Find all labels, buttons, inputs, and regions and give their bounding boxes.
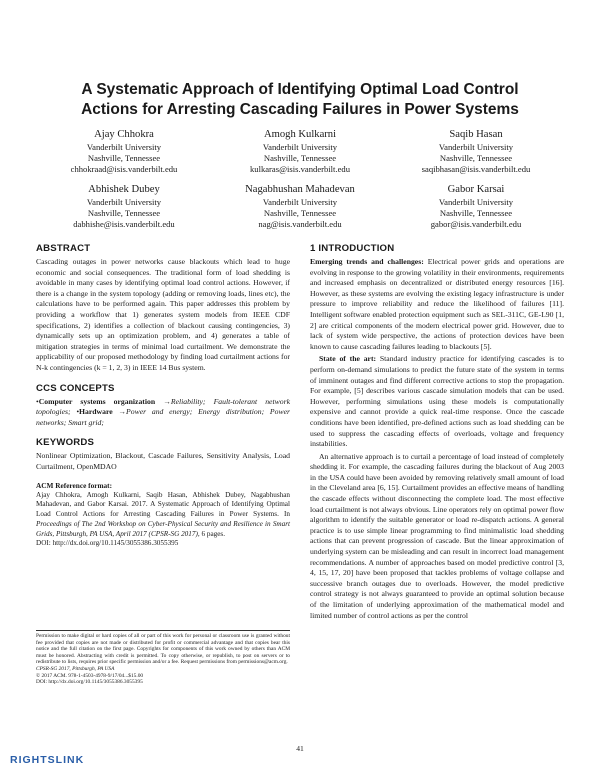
author-location: Nashville, Tennessee xyxy=(87,153,161,164)
paragraph-text: Electrical power grids and operations are evolving in response to the growing volatility in their environments, requirements and increased emphasis on decentralized or distributed energy resources [16]. However, as these systems are evolving the existing legacy infrastructure is under pressure to improve reliability and reduce the likelihood of failures [11]. Intelligent software enabled protection equipment such as SEL-311C, GE-L90 [1, 2] are critical components of the modern electrical power grid. However, due to lack of system wide perspective, the actions of protection devices have been known to cause cascading failures leading to blackouts [5]. xyxy=(310,257,564,351)
author-affiliation: Vanderbilt University xyxy=(438,197,514,207)
ccs-category-computer-systems: Computer systems organization xyxy=(38,396,156,406)
ccs-heading: CCS CONCEPTS xyxy=(36,382,115,394)
author-affiliation: Vanderbilt University xyxy=(262,197,338,207)
author-block xyxy=(36,183,212,231)
abstract-heading: ABSTRACT xyxy=(36,243,91,254)
author-name: Saqib Hasan xyxy=(449,129,503,140)
title-line-1: A Systematic Approach of Identifying Optimal Load Control xyxy=(81,81,519,98)
author-location: Nashville, Tennessee xyxy=(439,153,513,164)
author-block xyxy=(388,128,564,176)
acm-reference-text xyxy=(36,491,290,540)
author-affiliation: Vanderbilt University xyxy=(262,142,338,152)
acm-reference xyxy=(36,481,290,550)
author-name: Nagabhushan Mahadevan xyxy=(245,184,355,195)
author-name: Amogh Kulkarni xyxy=(263,129,337,140)
intro-paragraph-2 xyxy=(310,354,564,449)
author-block xyxy=(212,128,388,176)
author-name: Gabor Karsai xyxy=(447,184,505,195)
author-block xyxy=(36,128,212,176)
keywords-heading: KEYWORDS xyxy=(36,437,95,449)
author-email[interactable]: dabhishe@isis.vanderbilt.edu xyxy=(73,219,175,230)
authors-row-2 xyxy=(36,183,564,231)
author-affiliation: Vanderbilt University xyxy=(438,142,514,152)
page-number: 41 xyxy=(296,744,304,753)
abstract-text: Cascading outages in power networks cause blackouts which lead to huge economic and social consequences. The traditional form of load shedding is avoidable in many cases by identifying optimal load control actions. However, if there is a change in the system topology (adding or removing loads, lines etc), the calculations have to be performed again. This paper addresses this problem by providing a workflow that 1) generates system models from IEEE CDF specifications, 2) identifies a collection of blackout causing contingencies, 3) dynamically sets up an optimization problem, and 4) generates a table of mitigation strategies in terms of minimal load curtailment. We demonstrate the applicability of our proposed methodology by finding load curtailment actions for N-k contingencies (k = 1, 2, 3) in IEEE 14 Bus system. xyxy=(36,257,290,372)
author-email[interactable]: chhokraad@isis.vanderbilt.edu xyxy=(70,164,178,175)
intro-paragraph-1 xyxy=(310,257,564,352)
permission-doi[interactable]: DOI: http://dx.doi.org/10.1145/3055386.3055395 xyxy=(36,679,143,686)
authors-row-1 xyxy=(36,128,564,176)
permission-block xyxy=(36,630,290,686)
rightslink-logo xyxy=(10,754,110,770)
ccs-rest-2: →Power and energy; Energy distribution; Power networks; Smart grid; xyxy=(36,407,290,427)
author-email[interactable]: nag@isis.vanderbilt.edu xyxy=(258,219,342,230)
ccs-text xyxy=(36,397,290,429)
author-email[interactable]: gabor@isis.vanderbilt.edu xyxy=(430,219,522,230)
acm-ref-part: Ajay Chhokra, Amogh Kulkarni, Saqib Hasan, Abhishek Dubey, Nagabhushan Mahadevan, and Gabor Karsai. 2017. A Systematic Approach of Identifying Optimal Load Control Actions for Arresting Cascading Failures in Power Systems. In xyxy=(36,490,290,519)
permission-venue: CPSR-SG 2017, Pittsburgh, PA USA xyxy=(36,665,115,672)
intro-paragraph-3: An alternative approach is to curtail a percentage of load instead of completely shedding it. For example, the cascading failures during the blackout of Aug 2003 in the USA could have been avoided by removing relatively small amount of load in the Cleveland area [6, 15]. Curtailment provides an effective means of handling the cascade effects without disconnecting the complete load. The most effective load curtailment is not always obvious. Line operators rely on optimal power flow algorithm to identify the suitable generator or load re-dispatch actions. A general practice is to use simple linear programming to find minimalistic load shedding actions that can prevent progression of cascade. But the linear approximation of underlying system can be misleading and can result in incorrect load management recommendations. A number of approaches based on model predictive control [3, 4, 15, 17, 20] have been proposed that tackles problems of voltage collapse and successive branch outages due to overloads. However, the model predictive control strategy is not always guaranteed to provide an optimal solution because of the limitation of underlying approximation of the mathematical model and limited number of control actions as per the control xyxy=(310,451,564,620)
rightslink-logo-text: RIGHTSLINK xyxy=(10,754,85,766)
author-location: Nashville, Tennessee xyxy=(263,208,337,219)
author-name: Abhishek Dubey xyxy=(88,184,160,195)
author-location: Nashville, Tennessee xyxy=(263,153,337,164)
acm-ref-proceedings: Proceedings of The 2nd Workshop on Cyber-Physical Security and Resilience in Smart Grids, Pittsburgh, PA USA, April 2017 (CPSR-SG 2017), xyxy=(36,519,290,538)
ccs-section xyxy=(36,383,290,429)
author-affiliation: Vanderbilt University xyxy=(86,197,162,207)
permission-text: Permission to make digital or hard copies of all or part of this work for personal or classroom use is granted without fee provided that copies are not made or distributed for profit or commercial advantage and that copies bear this notice and the full citation on the first page. Copyrights for components of this work owned by others than ACM must be honored. Abstracting with credit is permitted. To copy otherwise, or republish, to post on servers or to redistribute to lists, requires prior specific permission and/or a fee. Request permissions from permissions@acm.org. xyxy=(36,633,290,666)
title-line-2: Actions for Arresting Cascading Failures in Power Systems xyxy=(81,101,519,118)
author-location: Nashville, Tennessee xyxy=(439,208,513,219)
introduction-heading: 1 INTRODUCTION xyxy=(310,243,395,254)
author-location: Nashville, Tennessee xyxy=(87,208,161,219)
ccs-rest-1: →Reliability; Fault-tolerant network topologies; • xyxy=(36,396,290,417)
author-name: Ajay Chhokra xyxy=(94,129,154,140)
keywords-text: Nonlinear Optimization, Blackout, Cascade Failures, Sensitivity Analysis, Load Curtailment, OpenMDAO xyxy=(36,451,290,471)
bullet: • xyxy=(36,396,39,406)
keywords-section xyxy=(36,437,290,472)
left-column xyxy=(36,243,290,549)
paragraph-text: Standard industry practice for identifying cascades is to perform on-demand simulations to predict the future state of the system in terms of imminent outages and find different corrective actions to stop the propagation. For example, [5] describes various cascade simulation models that can be used. However, performing simulations using these models is computationally expensive and cannot provide a quick real-time response. Once the cascade conditions have been identified, pre-defined actions such as load shedding can be used to suppress the cascading effects of overloads, voltage and frequency instabilities. xyxy=(310,354,564,449)
lead-emerging-trends: Emerging trends and challenges: xyxy=(310,257,424,266)
acm-reference-heading: ACM Reference format: xyxy=(36,480,113,490)
author-email[interactable]: kulkaras@isis.vanderbilt.edu xyxy=(249,164,351,175)
paper-title xyxy=(40,80,560,120)
lead-state-of-art: State of the art: xyxy=(319,354,377,364)
author-block xyxy=(388,183,564,231)
permission-copyright: © 2017 ACM. 978-1-4503-4978-9/17/04...$15.00 xyxy=(36,672,144,679)
author-affiliation: Vanderbilt University xyxy=(86,142,162,152)
author-block xyxy=(212,183,388,231)
ccs-category-hardware: Hardware xyxy=(79,407,113,417)
acm-ref-pages: 6 pages. xyxy=(199,529,226,538)
author-email[interactable]: saqibhasan@isis.vanderbilt.edu xyxy=(421,164,531,175)
right-column xyxy=(310,243,564,621)
acm-reference-doi[interactable]: DOI: http://dx.doi.org/10.1145/3055386.3055395 xyxy=(36,539,179,548)
